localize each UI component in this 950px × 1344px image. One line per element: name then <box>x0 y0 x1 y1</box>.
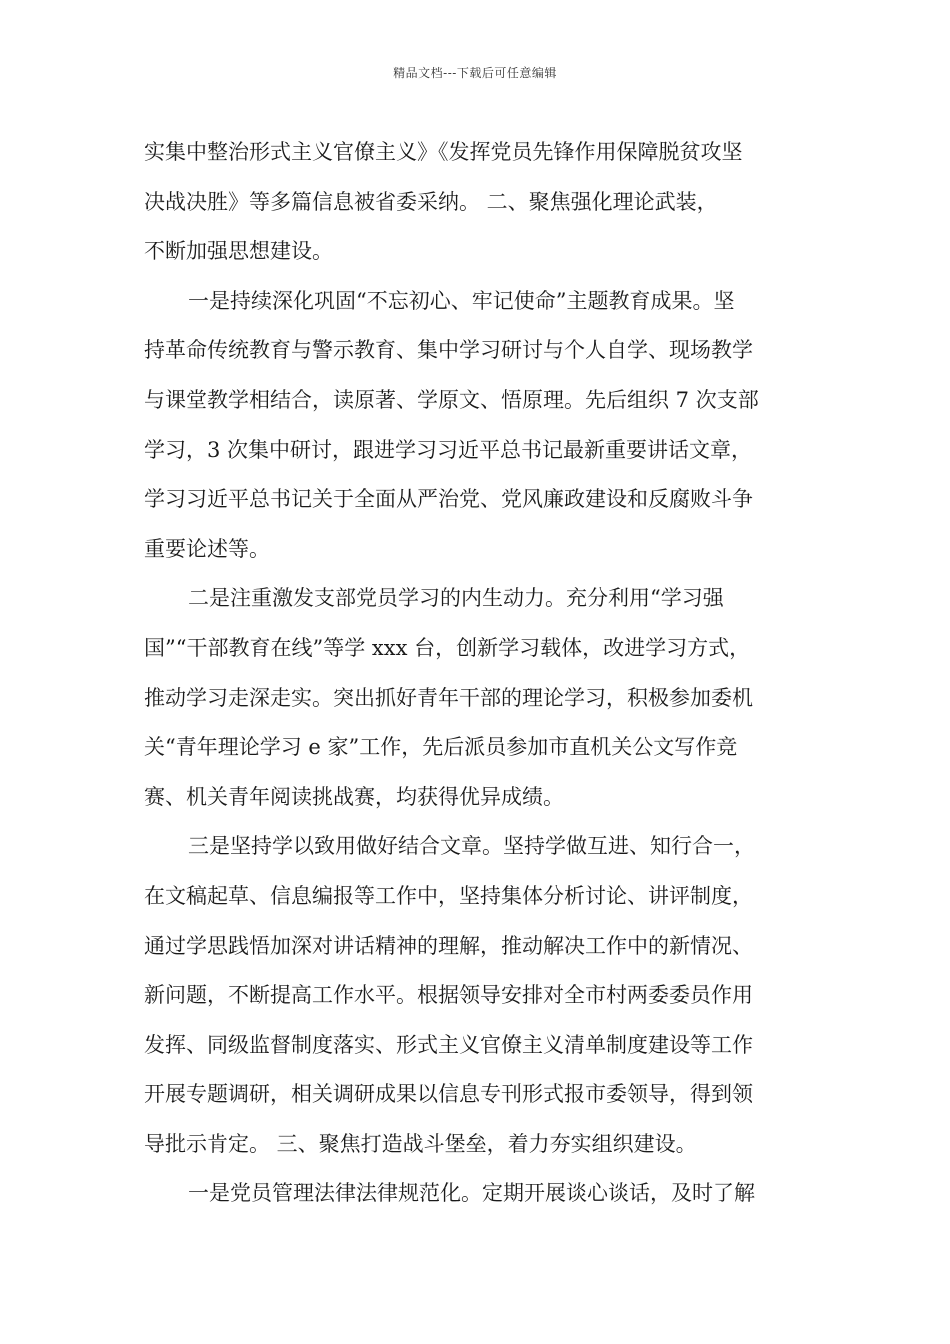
text-line: 关“青年理论学习 e 家”工作，先后派员参加市直机关公文写作竞 <box>144 735 738 760</box>
text-line: 与课堂教学相结合，读原著、学原文、悟原理。先后组织 7 次支部 <box>144 387 759 412</box>
text-line: 赛、机关青年阅读挑战赛，均获得优异成绩。 <box>144 784 564 809</box>
text-line: 实集中整治形式主义官僚主义》《发挥党员先锋作用保障脱贫攻坚 <box>144 140 743 164</box>
text-line: 在文稿起草、信息编报等工作中，坚持集体分析讨论、讲评制度， <box>144 883 753 908</box>
page-header: 精品文档---下载后可任意编辑 <box>393 66 557 80</box>
text-line: 三是坚持学以致用做好结合文章。坚持学做互进、知行合一， <box>188 834 755 859</box>
text-line: 一是党员管理法律法律规范化。定期开展谈心谈话，及时了解 <box>188 1181 755 1206</box>
text-line: 一是持续深化巩固“不忘初心、牢记使命”主题教育成果。坚 <box>188 288 735 313</box>
text-line: 导批示肯定。 三、聚焦打造战斗堡垒，着力夯实组织建设。 <box>144 1131 697 1156</box>
text-line: 决战决胜》等多篇信息被省委采纳。 二、聚焦强化理论武装， <box>144 189 718 214</box>
text-line: 开展专题调研，相关调研成果以信息专刊形式报市委领导，得到领 <box>144 1082 753 1107</box>
text-line: 通过学思践悟加深对讲话精神的理解，推动解决工作中的新情况、 <box>144 933 753 958</box>
text-line: 学习习近平总书记关于全面从严治党、党风廉政建设和反腐败斗争 <box>144 487 753 512</box>
text-line: 二是注重激发支部党员学习的内生动力。充分利用“学习强 <box>188 586 724 611</box>
text-line: 推动学习走深走实。突出抓好青年干部的理论学习，积极参加委机 <box>144 685 753 710</box>
text-line: 学习，3 次集中研讨，跟进学习习近平总书记最新重要讲话文章， <box>144 437 753 462</box>
text-line: 发挥、同级监督制度落实、形式主义官僚主义清单制度建设等工作 <box>144 1032 753 1057</box>
text-line: 持革命传统教育与警示教育、集中学习研讨与个人自学、现场教学 <box>144 338 753 363</box>
text-line: 新问题，不断提高工作水平。根据领导安排对全市村两委委员作用 <box>144 983 753 1008</box>
document-body <box>144 128 824 1219</box>
text-line: 不断加强思想建设。 <box>144 239 333 264</box>
text-line: 重要论述等。 <box>144 536 270 561</box>
text-line: 国”“干部教育在线”等学 xxx 台，创新学习载体，改进学习方式， <box>144 635 751 660</box>
